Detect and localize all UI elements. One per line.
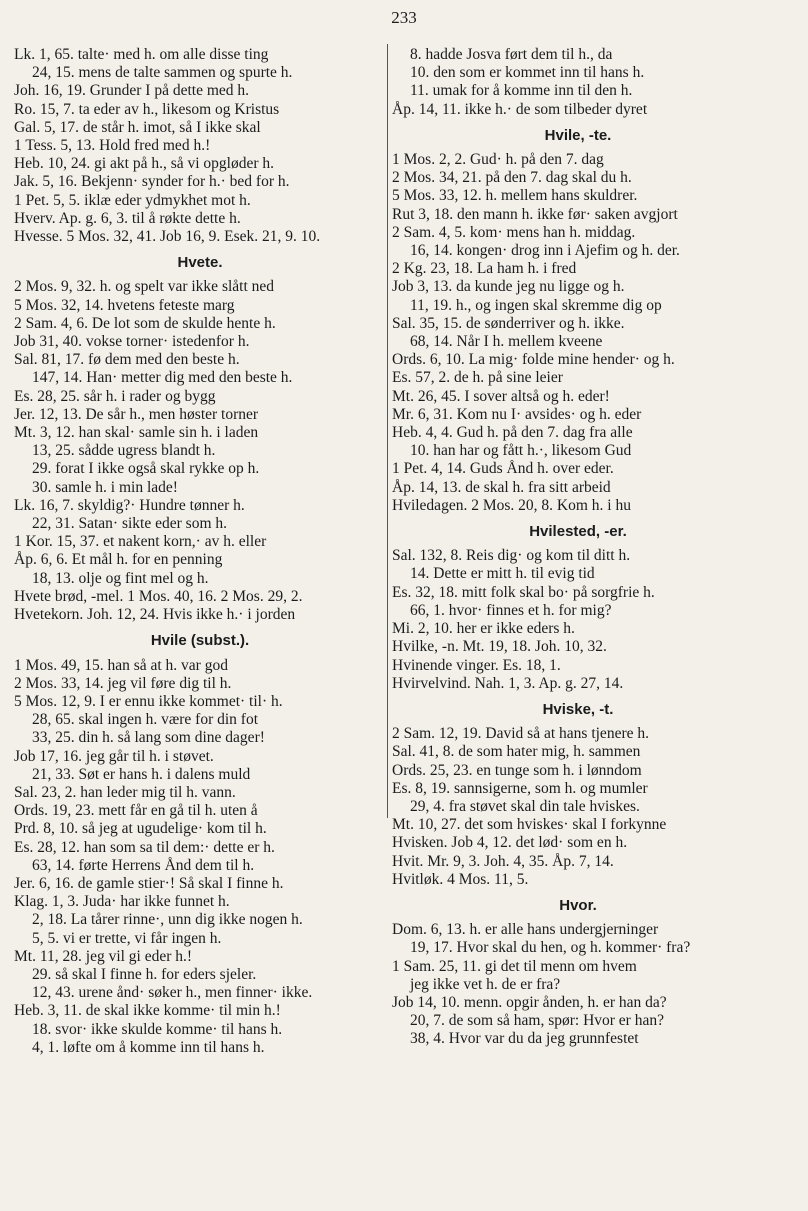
entry-line: 63, 14. førte Herrens Ånd dem til h. [32, 856, 255, 874]
entry-line: Hvesse. 5 Mos. 32, 41. Job 16, 9. Esek. 21, 9. 10. [14, 228, 321, 246]
entry-line: Job 31, 40. vokse torner· istedenfor h. [14, 333, 250, 351]
entry-line: Sal. 81, 17. fø dem med den beste h. [14, 351, 240, 369]
entry-line: Heb. 3, 11. de skal ikke komme· til min h.! [14, 1002, 281, 1020]
entry-line: 1 Mos. 49, 15. han så at h. var god [14, 656, 228, 674]
entry-line: 2 Sam. 4, 6. De lot som de skulde hente h. [14, 314, 276, 332]
entry-line: Mt. 3, 12. han skal· samle sin h. i laden [14, 424, 259, 442]
entry-line: Hvitløk. 4 Mos. 11, 5. [392, 870, 529, 888]
entry-line: 8. hadde Josva ført dem til h., da [410, 46, 613, 63]
entry-line: 2, 18. La tårer rinne·, unn dig ikke nogen h. [32, 911, 303, 929]
section-heading: Hvilested, -er. [529, 523, 627, 541]
entry-line: 5 Mos. 12, 9. I er ennu ikke kommet· til· h. [14, 692, 283, 710]
entry-line: Hvete brød, -mel. 1 Mos. 40, 16. 2 Mos. 29, 2. [14, 587, 303, 605]
page-number: 233 [391, 8, 417, 27]
section-heading: Hvor. [559, 896, 597, 914]
entry-line: 2 Mos. 34, 21. på den 7. dag skal du h. [392, 169, 632, 187]
entry-line: Job 3, 13. da kunde jeg nu ligge og h. [392, 278, 625, 296]
entry-line: 38, 4. Hvor var du da jeg grunnfestet [410, 1030, 639, 1048]
entry-line: Dom. 6, 13. h. er alle hans undergjerninger [392, 921, 659, 939]
entry-line: Klag. 1, 3. Juda· har ikke funnet h. [14, 893, 230, 911]
entry-line: 10. den som er kommet inn til hans h. [410, 64, 645, 82]
entry-line: Lk. 1, 65. talte· med h. om alle disse ting [14, 46, 269, 63]
entry-line: 33, 25. din h. så lang som dine dager! [32, 729, 265, 747]
entry-line: Ro. 15, 7. ta eder av h., likesom og Kristus [14, 100, 280, 118]
entry-line: Es. 28, 25. sår h. i rader og bygg [14, 387, 216, 405]
entry-line: 1 Mos. 2, 2. Gud· h. på den 7. dag [392, 151, 604, 169]
entry-line: 4, 1. løfte om å komme inn til hans h. [32, 1038, 265, 1056]
entry-line: Lk. 16, 7. skyldig?· Hundre tønner h. [14, 496, 245, 514]
entry-line: Ords. 6, 10. La mig· folde mine hender· og h. [392, 351, 675, 369]
entry-line: 30. samle h. i min lade! [32, 478, 178, 496]
entry-line: Prd. 8, 10. så jeg at ugudelige· kom til h. [14, 820, 267, 838]
entry-line: Hvisken. Job 4, 12. det lød· som en h. [392, 834, 628, 852]
entry-line: Sal. 35, 15. de sønderriver og h. ikke. [392, 314, 625, 332]
entry-line: Es. 28, 12. han som sa til dem:· dette er h. [14, 838, 275, 856]
entry-line: 5 Mos. 33, 12. h. mellem hans skuldrer. [392, 187, 638, 205]
entry-line: Åp. 14, 13. de skal h. fra sitt arbeid [392, 478, 611, 496]
column-divider [387, 44, 388, 818]
section-heading: Hviske, -t. [542, 700, 614, 718]
section-heading: Hvete. [177, 254, 223, 272]
entry-line: Job 14, 10. menn. opgir ånden, h. er han da? [392, 993, 667, 1011]
entry-line: 18. svor· ikke skulde komme· til hans h. [32, 1020, 283, 1038]
entry-line: 14. Dette er mitt h. til evig tid [410, 565, 595, 583]
entry-line: 12, 43. urene ånd· søker h., men finner· ikke. [32, 984, 313, 1002]
entry-line: 1 Tess. 5, 13. Hold fred med h.! [14, 137, 211, 155]
entry-line: 2 Mos. 33, 14. jeg vil føre dig til h. [14, 674, 232, 692]
entry-line: Jer. 6, 16. de gamle stier·! Så skal I finne h. [14, 874, 284, 892]
entry-line: Jer. 12, 13. De sår h., men høster torner [14, 405, 259, 423]
entry-line: 5 Mos. 32, 14. hvetens feteste marg [14, 296, 235, 314]
entry-line: 11. umak for å komme inn til den h. [410, 82, 633, 100]
left-column [14, 46, 386, 1057]
entry-line: 13, 25. sådde ugress blandt h. [32, 442, 216, 460]
right-column [392, 46, 764, 1049]
entry-line: Sal. 23, 2. han leder mig til h. vann. [14, 783, 236, 801]
entry-line: Ords. 25, 23. en tunge som h. i lønndom [392, 761, 642, 779]
entry-line: Hvilke, -n. Mt. 19, 18. Joh. 10, 32. [392, 638, 607, 656]
entry-line: 2 Kg. 23, 18. La ham h. i fred [392, 260, 577, 278]
entry-line: Hvirvelvind. Nah. 1, 3. Ap. g. 27, 14. [392, 674, 624, 692]
entry-line: Ords. 19, 23. mett får en gå til h. uten å [14, 802, 258, 820]
entry-line: 2 Sam. 4, 5. kom· mens han h. middag. [392, 223, 636, 241]
entry-line: 16, 14. kongen· drog inn i Ajefim og h. der. [410, 242, 680, 260]
entry-line: 1 Sam. 25, 11. gi det til menn om hvem [392, 957, 637, 975]
section-heading: Hvile (subst.). [150, 632, 250, 650]
entry-line: Mt. 11, 28. jeg vil gi eder h.! [14, 947, 193, 965]
entry-line: Es. 57, 2. de h. på sine leier [392, 369, 563, 387]
entry-line: 11, 19. h., og ingen skal skremme dig op [410, 296, 662, 314]
entry-line: 29. forat I ikke også skal rykke op h. [32, 460, 260, 478]
entry-line: 24, 15. mens de talte sammen og spurte h. [32, 64, 293, 82]
entry-line: Hvetekorn. Joh. 12, 24. Hvis ikke h.· i jorden [14, 606, 296, 624]
entry-line: Hvit. Mr. 9, 3. Joh. 4, 35. Åp. 7, 14. [392, 852, 614, 870]
entry-line: Joh. 16, 19. Grunder I på dette med h. [14, 82, 250, 100]
entry-line: 22, 31. Satan· sikte eder som h. [32, 515, 228, 533]
entry-line: Åp. 14, 11. ikke h.· de som tilbeder dyret [392, 100, 648, 118]
entry-line: Hverv. Ap. g. 6, 3. til å røkte dette h. [14, 209, 241, 227]
entry-line: 5, 5. vi er trette, vi får ingen h. [32, 929, 222, 947]
entry-line: Mt. 26, 45. I sover altså og h. eder! [392, 387, 610, 405]
entry-line: Heb. 10, 24. gi akt på h., så vi opgløder h. [14, 155, 275, 173]
entry-line: 10. han har og fått h.·, likesom Gud [410, 442, 632, 460]
section-heading: Hvile, -te. [544, 126, 612, 144]
entry-line: 20, 7. de som så ham, spør: Hvor er han? [410, 1012, 664, 1030]
entry-line: 1 Kor. 15, 37. et nakent korn,· av h. eller [14, 533, 267, 551]
entry-line: 18, 13. olje og fint mel og h. [32, 569, 209, 587]
entry-line: Mt. 10, 27. det som hviskes· skal I forkynne [392, 816, 667, 834]
entry-line: Gal. 5, 17. de står h. imot, så I ikke skal [14, 118, 261, 136]
entry-line: 29. så skal I finne h. for eders sjeler. [32, 965, 257, 983]
entry-line: Heb. 4, 4. Gud h. på den 7. dag fra alle [392, 424, 633, 442]
entry-line: 28, 65. skal ingen h. være for din fot [32, 711, 259, 729]
entry-line: 19, 17. Hvor skal du hen, og h. kommer· fra? [410, 939, 691, 957]
entry-line: 1 Pet. 4, 14. Guds Ånd h. over eder. [392, 460, 614, 478]
entry-line: 66, 1. hvor· finnes et h. for mig? [410, 601, 612, 619]
entry-line: Rut 3, 18. den mann h. ikke før· saken avgjort [392, 205, 678, 223]
entry-line: 1 Pet. 5, 5. iklæ eder ydmykhet mot h. [14, 191, 251, 209]
entry-line: Jak. 5, 16. Bekjenn· synder for h.· bed for h. [14, 173, 290, 191]
entry-line: 147, 14. Han· metter dig med den beste h. [32, 369, 293, 387]
entry-line: Hvinende vinger. Es. 18, 1. [392, 656, 561, 674]
entry-line: Es. 8, 19. sannsigerne, som h. og mumler [392, 779, 648, 797]
entry-line: jeg ikke vet h. de er fra? [410, 975, 561, 993]
entry-line: Sal. 132, 8. Reis dig· og kom til ditt h. [392, 547, 631, 565]
entry-line: Mr. 6, 31. Kom nu I· avsides· og h. eder [392, 405, 642, 423]
entry-line: 21, 33. Søt er hans h. i dalens muld [32, 765, 251, 783]
entry-line: 68, 14. Når I h. mellem kveene [410, 333, 603, 351]
entry-line: 29, 4. fra støvet skal din tale hviskes. [410, 797, 640, 815]
entry-line: 2 Mos. 9, 32. h. og spelt var ikke slått ned [14, 278, 275, 296]
entry-line: Es. 32, 18. mitt folk skal bo· på sorgfrie h. [392, 583, 655, 601]
entry-line: 2 Sam. 12, 19. David så at hans tjenere h. [392, 725, 649, 743]
entry-line: Job 17, 16. jeg går til h. i støvet. [14, 747, 214, 765]
entry-line: Åp. 6, 6. Et mål h. for en penning [14, 551, 223, 569]
entry-line: Sal. 41, 8. de som hater mig, h. sammen [392, 743, 641, 761]
entry-line: Hviledagen. 2 Mos. 20, 8. Kom h. i hu [392, 496, 631, 514]
entry-line: Mi. 2, 10. her er ikke eders h. [392, 620, 575, 638]
